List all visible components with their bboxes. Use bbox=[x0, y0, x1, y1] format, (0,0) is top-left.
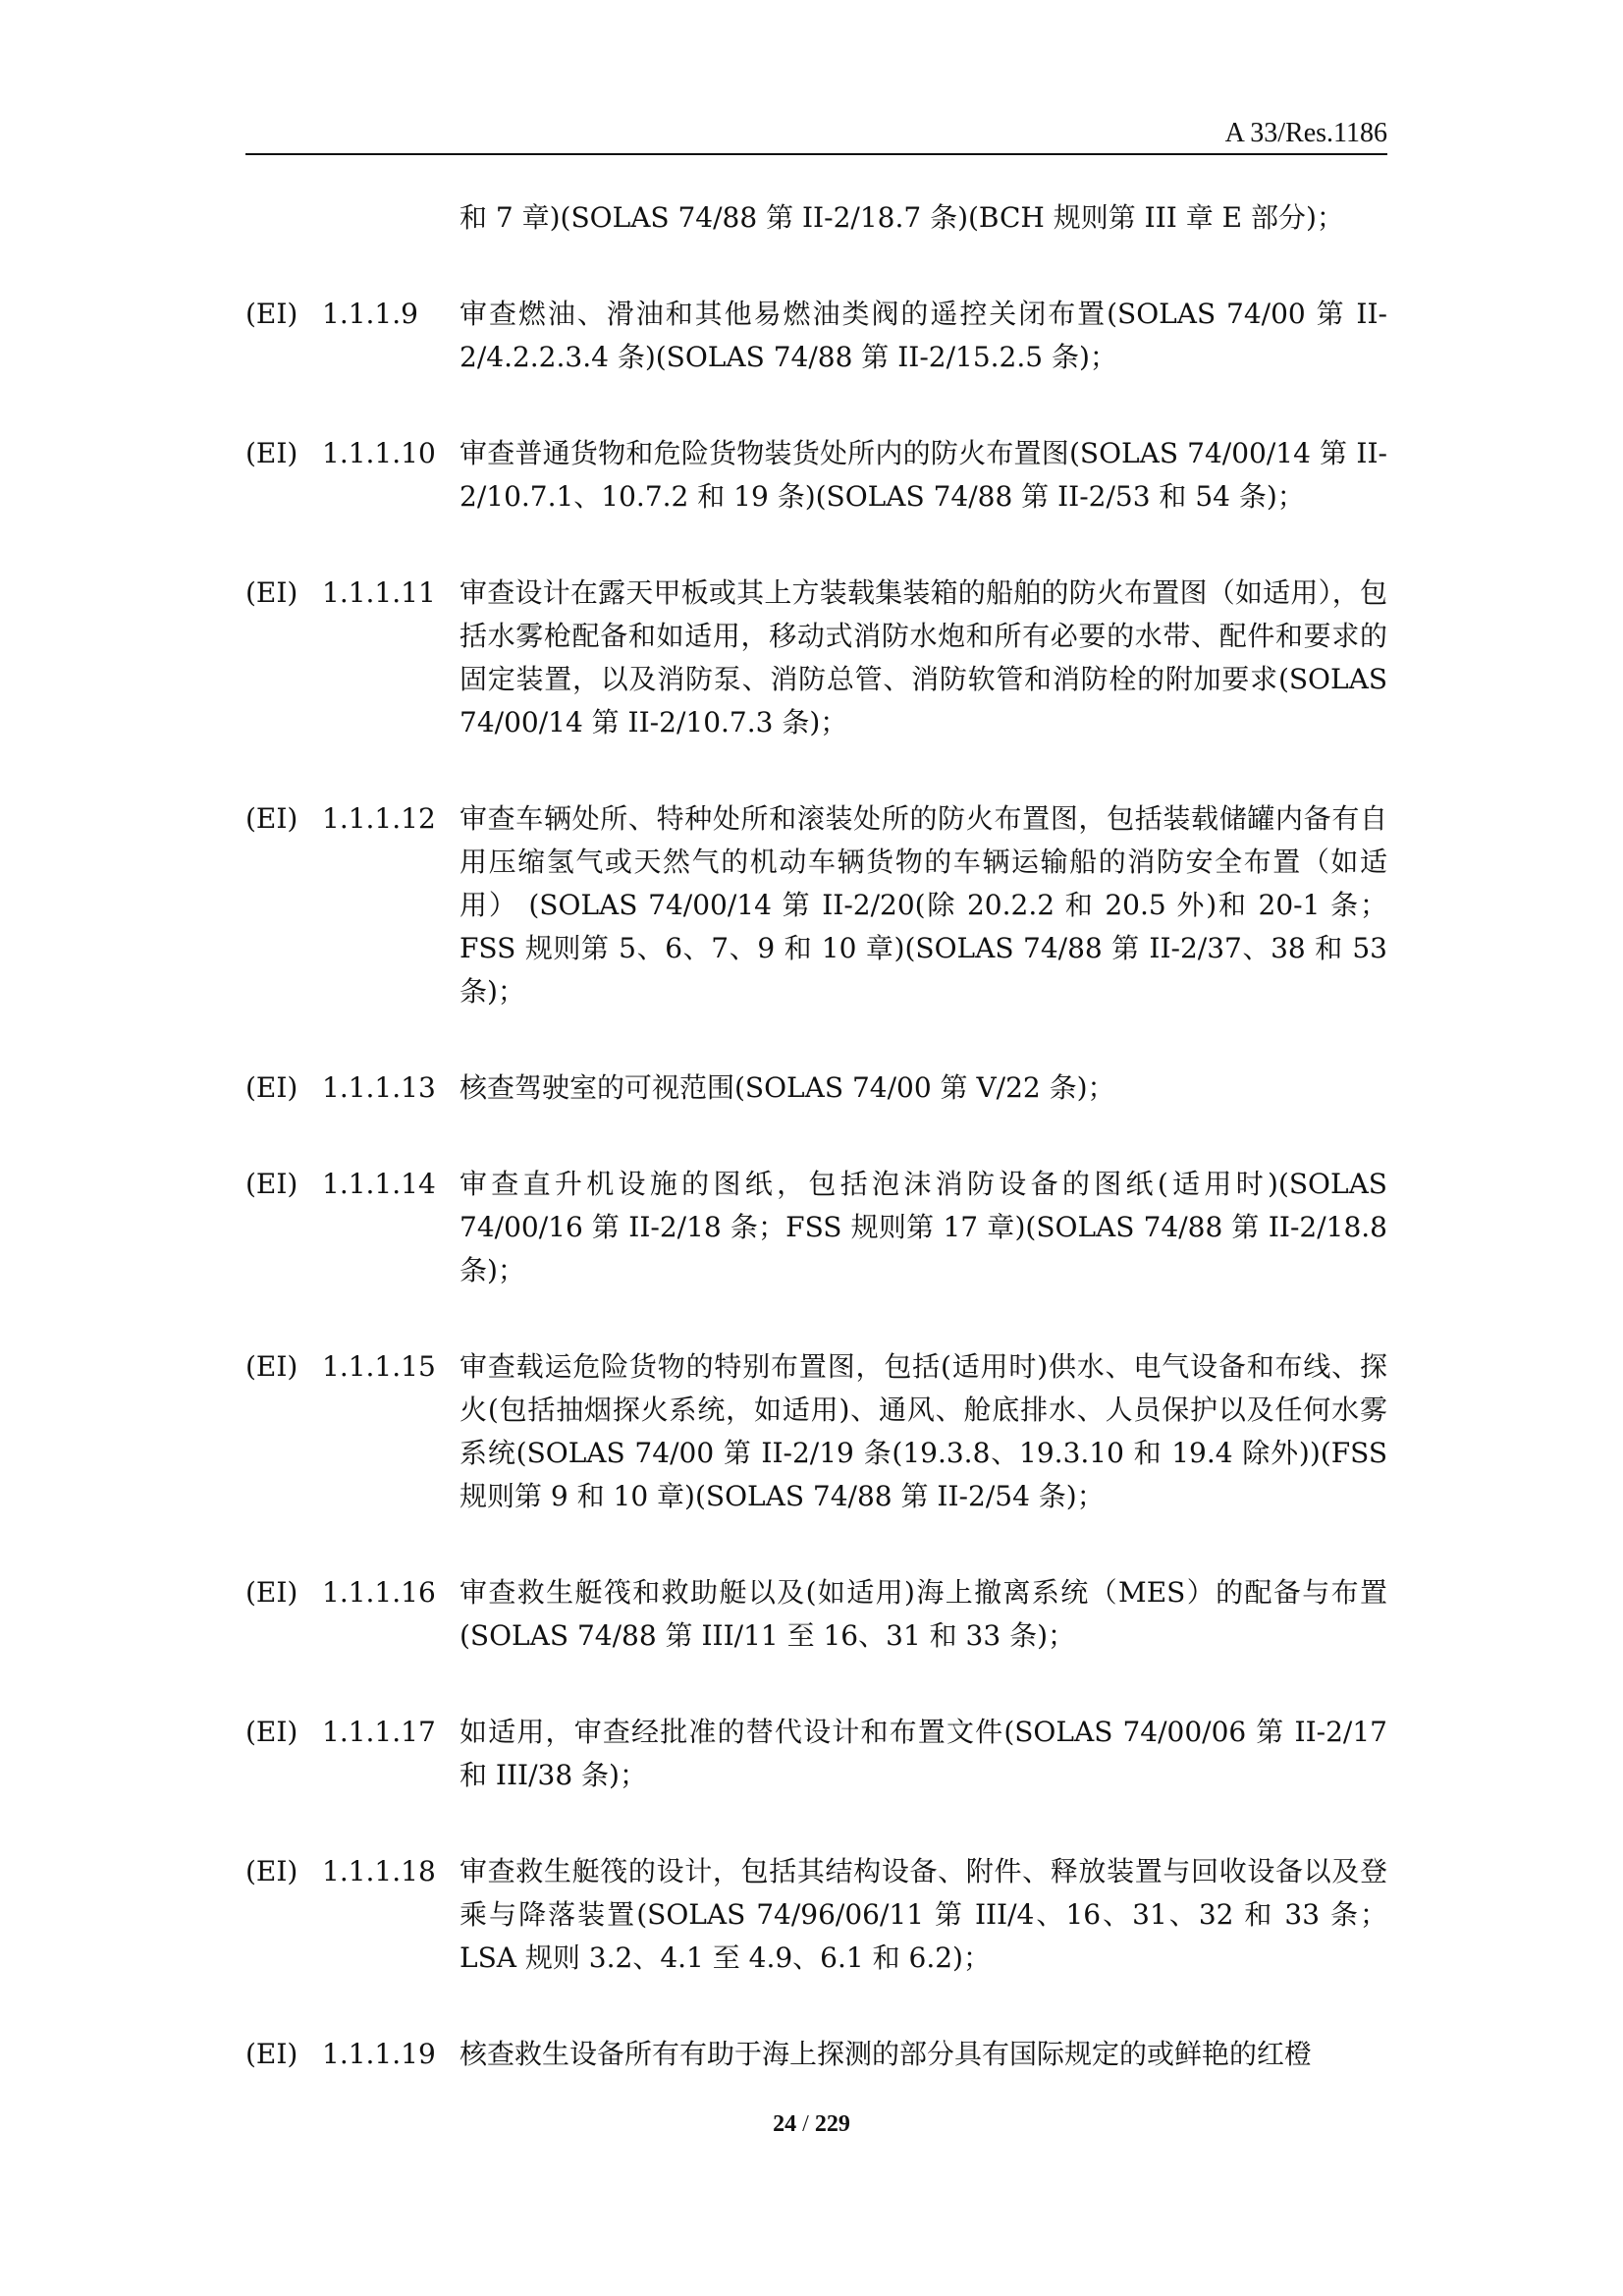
item-tag: (EI) bbox=[245, 1576, 298, 1609]
document-reference: A 33/Res.1186 bbox=[1224, 118, 1387, 148]
item-text: 核查救生设备所有有助于海上探测的部分具有国际规定的或鲜艳的红橙 bbox=[460, 2038, 1313, 2070]
item-tag: (EI) bbox=[245, 1855, 298, 1887]
list-item bbox=[245, 797, 1387, 1013]
list-item bbox=[245, 572, 1387, 744]
item-text: 如适用，审查经批准的替代设计和布置文件(SOLAS 74/00/06 第 II-2/17 和 III/38 条)； bbox=[460, 1716, 1387, 1791]
item-number: 1.1.1.14 bbox=[322, 1168, 436, 1200]
page-number: 24 bbox=[773, 2111, 797, 2137]
item-tag: (EI) bbox=[245, 2038, 298, 2070]
document-body bbox=[245, 196, 1387, 2076]
list-item bbox=[245, 1163, 1387, 1292]
list-item bbox=[245, 1711, 1387, 1797]
continuation-paragraph bbox=[245, 196, 1387, 240]
item-text: 审查救生艇筏的设计，包括其结构设备、附件、释放装置与回收设备以及登乘与降落装置(SOLAS 74/96/06/11 第 III/4、16、31、32 和 33 条；LSA 规则 3.2、4.1 至 4.9、6.1 和 6.2)； bbox=[460, 1855, 1387, 1974]
list-item bbox=[245, 1345, 1387, 1518]
item-number: 1.1.1.18 bbox=[322, 1855, 436, 1887]
item-number: 1.1.1.10 bbox=[322, 437, 436, 469]
item-text: 审查直升机设施的图纸，包括泡沫消防设备的图纸(适用时)(SOLAS 74/00/16 第 II-2/18 条；FSS 规则第 17 章)(SOLAS 74/88 第 II-2/18.8 条)； bbox=[460, 1168, 1387, 1286]
item-tag: (EI) bbox=[245, 298, 298, 330]
paragraph-text: 和 7 章)(SOLAS 74/88 第 II-2/18.7 条)(BCH 规则第 III 章 E 部分)； bbox=[460, 201, 1344, 234]
list-item bbox=[245, 1066, 1387, 1110]
item-number: 1.1.1.17 bbox=[322, 1716, 436, 1748]
item-tag: (EI) bbox=[245, 802, 298, 835]
item-text: 审查救生艇筏和救助艇以及(如适用)海上撤离系统（MES）的配备与布置(SOLAS 74/88 第 III/11 至 16、31 和 33 条)； bbox=[460, 1576, 1387, 1652]
item-number: 1.1.1.11 bbox=[322, 576, 436, 609]
item-text: 审查燃油、滑油和其他易燃油类阀的遥控关闭布置(SOLAS 74/00 第 II-2/4.2.2.3.4 条)(SOLAS 74/88 第 II-2/15.2.5 条)； bbox=[460, 298, 1387, 373]
list-item bbox=[245, 1571, 1387, 1658]
page-footer bbox=[0, 2111, 1623, 2138]
item-tag: (EI) bbox=[245, 1168, 298, 1200]
page-separator: / bbox=[802, 2111, 809, 2137]
page-header bbox=[245, 116, 1387, 155]
item-tag: (EI) bbox=[245, 1350, 298, 1383]
item-number: 1.1.1.12 bbox=[322, 802, 436, 835]
item-number: 1.1.1.13 bbox=[322, 1071, 436, 1104]
header-rule bbox=[245, 153, 1387, 155]
item-text: 审查普通货物和危险货物装货处所内的防火布置图(SOLAS 74/00/14 第 II-2/10.7.1、10.7.2 和 19 条)(SOLAS 74/88 第 II-2/53 和 54 条)； bbox=[460, 437, 1387, 513]
item-tag: (EI) bbox=[245, 437, 298, 469]
list-item bbox=[245, 293, 1387, 379]
page-total: 229 bbox=[814, 2111, 850, 2137]
item-number: 1.1.1.19 bbox=[322, 2038, 436, 2070]
item-text: 审查设计在露天甲板或其上方装载集装箱的船舶的防火布置图（如适用），包括水雾枪配备和如适用，移动式消防水炮和所有必要的水带、配件和要求的固定装置，以及消防泵、消防总管、消防软管和消防栓的附加要求(SOLAS 74/00/14 第 II-2/10.7.3 条)； bbox=[460, 576, 1387, 738]
list-item bbox=[245, 432, 1387, 519]
list-item bbox=[245, 2033, 1387, 2076]
item-tag: (EI) bbox=[245, 1716, 298, 1748]
item-text: 审查车辆处所、特种处所和滚装处所的防火布置图，包括装载储罐内备有自用压缩氢气或天然气的机动车辆货物的车辆运输船的消防安全布置（如适用） (SOLAS 74/00/14 第 II-2/20(除 20.2.2 和 20.5 外)和 20-1 条；FSS 规则第 5、6、7、9 和 10 章)(SOLAS 74/88 第 II-2/37、38 和 53 条)； bbox=[460, 802, 1387, 1008]
item-number: 1.1.1.16 bbox=[322, 1576, 436, 1609]
item-number: 1.1.1.9 bbox=[322, 298, 418, 330]
item-text: 核查驾驶室的可视范围(SOLAS 74/00 第 V/22 条)； bbox=[460, 1071, 1115, 1104]
item-tag: (EI) bbox=[245, 1071, 298, 1104]
item-text: 审查载运危险货物的特别布置图，包括(适用时)供水、电气设备和布线、探火(包括抽烟探火系统，如适用)、通风、舱底排水、人员保护以及任何水雾系统(SOLAS 74/00 第 II-2/19 条(19.3.8、19.3.10 和 19.4 除外))(FSS 规则第 9 和 10 章)(SOLAS 74/88 第 II-2/54 条)； bbox=[460, 1350, 1387, 1512]
item-number: 1.1.1.15 bbox=[322, 1350, 436, 1383]
item-tag: (EI) bbox=[245, 576, 298, 609]
list-item bbox=[245, 1850, 1387, 1980]
item-list bbox=[245, 293, 1387, 2076]
